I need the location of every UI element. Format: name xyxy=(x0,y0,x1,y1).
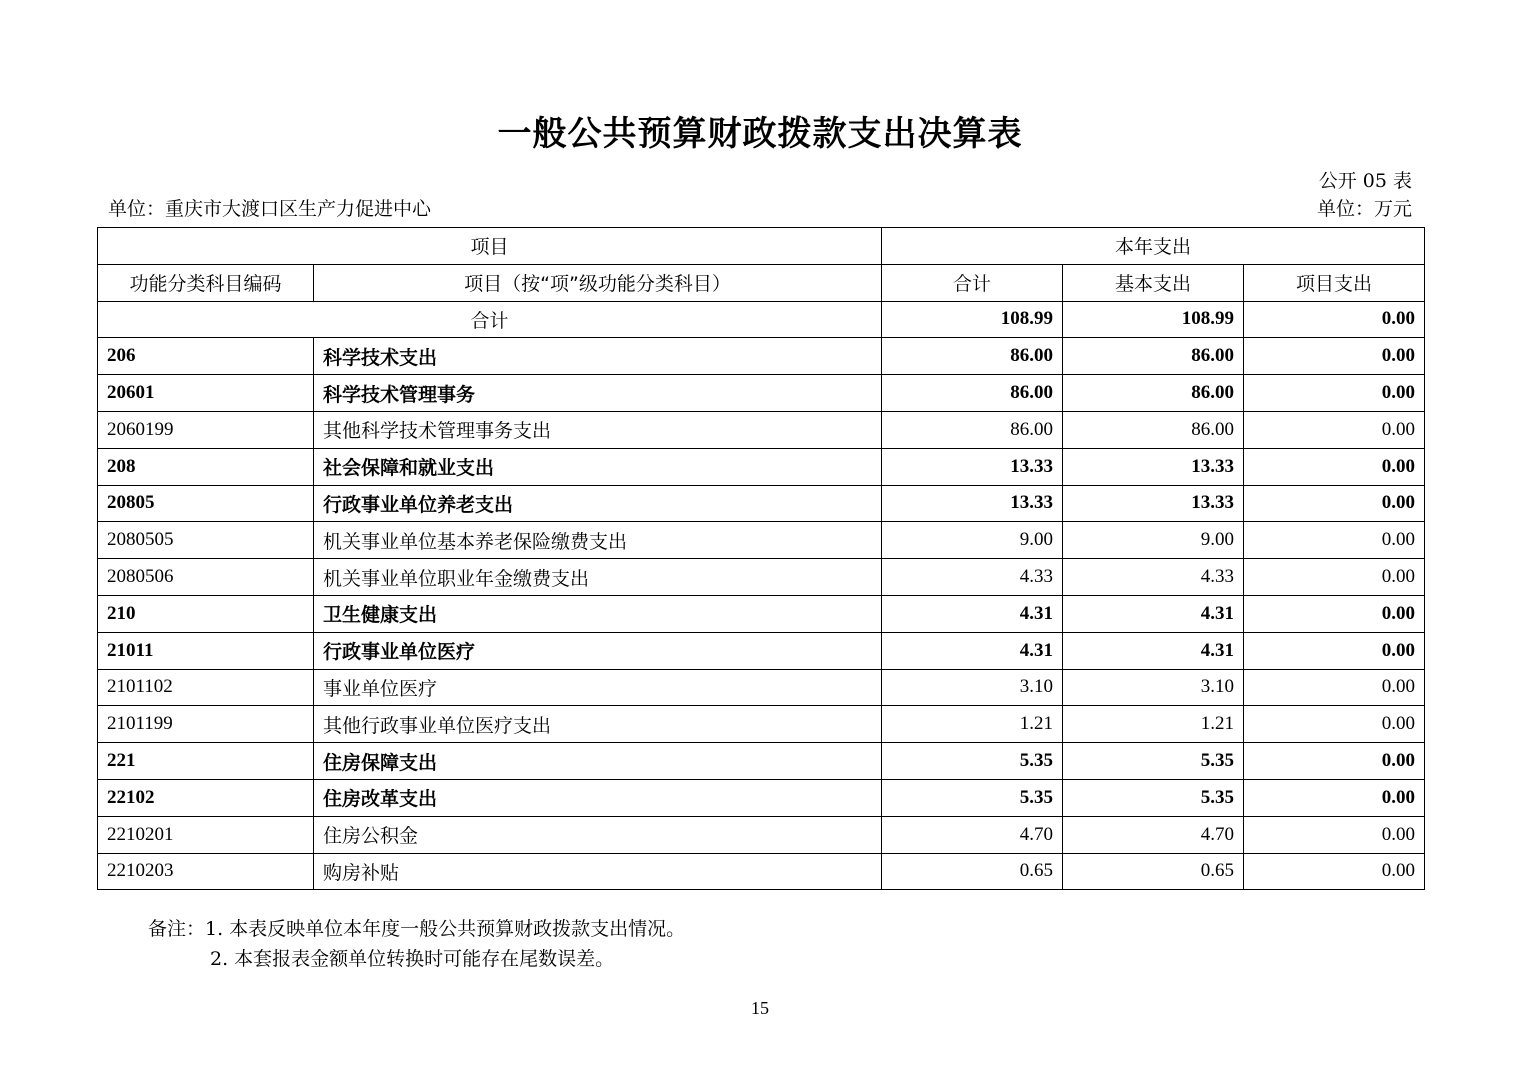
row-project: 0.00 xyxy=(1244,375,1425,412)
row-project: 0.00 xyxy=(1244,853,1425,890)
row-basic: 86.00 xyxy=(1063,375,1244,412)
row-code: 2210203 xyxy=(98,853,314,890)
row-total: 86.00 xyxy=(882,338,1063,375)
row-total: 13.33 xyxy=(882,485,1063,522)
header-row-2 xyxy=(98,264,1425,301)
row-name: 其他行政事业单位医疗支出 xyxy=(314,706,882,743)
row-name: 社会保障和就业支出 xyxy=(314,448,882,485)
row-total: 3.10 xyxy=(882,669,1063,706)
table-row xyxy=(98,632,1425,669)
table-row xyxy=(98,448,1425,485)
row-total: 0.65 xyxy=(882,853,1063,890)
table-row xyxy=(98,706,1425,743)
table-row xyxy=(98,375,1425,412)
header-row-1 xyxy=(98,228,1425,265)
expenditure-table xyxy=(97,227,1425,890)
row-project: 0.00 xyxy=(1244,559,1425,596)
header-project: 项目 xyxy=(98,228,882,265)
row-basic: 5.35 xyxy=(1063,743,1244,780)
row-project: 0.00 xyxy=(1244,669,1425,706)
header-project-expenditure: 项目支出 xyxy=(1244,264,1425,301)
row-project: 0.00 xyxy=(1244,595,1425,632)
table-row xyxy=(98,816,1425,853)
total-project: 0.00 xyxy=(1244,301,1425,338)
table-row xyxy=(98,669,1425,706)
note-line-1: 备注：1. 本表反映单位本年度一般公共预算财政拨款支出情况。 xyxy=(148,918,686,940)
currency-unit: 单位：万元 xyxy=(1316,198,1412,220)
row-total: 1.21 xyxy=(882,706,1063,743)
page-title: 一般公共预算财政拨款支出决算表 xyxy=(497,114,1023,154)
row-name: 事业单位医疗 xyxy=(314,669,882,706)
row-name: 其他科学技术管理事务支出 xyxy=(314,411,882,448)
row-code: 206 xyxy=(98,338,314,375)
row-basic: 4.70 xyxy=(1063,816,1244,853)
row-total: 4.70 xyxy=(882,816,1063,853)
row-project: 0.00 xyxy=(1244,338,1425,375)
row-name: 购房补贴 xyxy=(314,853,882,890)
row-basic: 4.33 xyxy=(1063,559,1244,596)
table-number: 公开 05 表 xyxy=(1318,170,1412,192)
row-total: 4.31 xyxy=(882,632,1063,669)
row-basic: 0.65 xyxy=(1063,853,1244,890)
row-name: 住房公积金 xyxy=(314,816,882,853)
row-total: 9.00 xyxy=(882,522,1063,559)
header-current-year: 本年支出 xyxy=(882,228,1425,265)
table-row xyxy=(98,595,1425,632)
row-code: 208 xyxy=(98,448,314,485)
table-row xyxy=(98,522,1425,559)
table-row xyxy=(98,485,1425,522)
header-item: 项目（按“项”级功能分类科目） xyxy=(314,264,882,301)
row-project: 0.00 xyxy=(1244,816,1425,853)
total-basic: 108.99 xyxy=(1063,301,1244,338)
table-row xyxy=(98,743,1425,780)
header-basic: 基本支出 xyxy=(1063,264,1244,301)
row-basic: 4.31 xyxy=(1063,595,1244,632)
row-code: 2101199 xyxy=(98,706,314,743)
table-row xyxy=(98,559,1425,596)
notes xyxy=(148,914,685,974)
organization-unit: 单位：重庆市大渡口区生产力促进中心 xyxy=(108,198,432,220)
row-project: 0.00 xyxy=(1244,411,1425,448)
table-row xyxy=(98,779,1425,816)
row-code: 2210201 xyxy=(98,816,314,853)
total-row xyxy=(98,301,1425,338)
row-code: 21011 xyxy=(98,632,314,669)
row-code: 221 xyxy=(98,743,314,780)
row-name: 科学技术支出 xyxy=(314,338,882,375)
row-total: 5.35 xyxy=(882,779,1063,816)
row-project: 0.00 xyxy=(1244,448,1425,485)
row-project: 0.00 xyxy=(1244,743,1425,780)
row-code: 2080506 xyxy=(98,559,314,596)
row-total: 4.33 xyxy=(882,559,1063,596)
row-total: 4.31 xyxy=(882,595,1063,632)
row-basic: 1.21 xyxy=(1063,706,1244,743)
row-basic: 3.10 xyxy=(1063,669,1244,706)
row-name: 科学技术管理事务 xyxy=(314,375,882,412)
row-total: 13.33 xyxy=(882,448,1063,485)
row-project: 0.00 xyxy=(1244,706,1425,743)
table-row xyxy=(98,411,1425,448)
row-project: 0.00 xyxy=(1244,522,1425,559)
row-name: 机关事业单位职业年金缴费支出 xyxy=(314,559,882,596)
row-basic: 86.00 xyxy=(1063,338,1244,375)
row-project: 0.00 xyxy=(1244,485,1425,522)
row-name: 卫生健康支出 xyxy=(314,595,882,632)
note-line-2: 2. 本套报表金额单位转换时可能存在尾数误差。 xyxy=(210,948,615,970)
row-total: 86.00 xyxy=(882,411,1063,448)
row-basic: 5.35 xyxy=(1063,779,1244,816)
row-name: 住房保障支出 xyxy=(314,743,882,780)
row-total: 86.00 xyxy=(882,375,1063,412)
row-name: 行政事业单位养老支出 xyxy=(314,485,882,522)
row-code: 210 xyxy=(98,595,314,632)
row-name: 行政事业单位医疗 xyxy=(314,632,882,669)
row-basic: 13.33 xyxy=(1063,485,1244,522)
row-code: 2060199 xyxy=(98,411,314,448)
header-code: 功能分类科目编码 xyxy=(98,264,314,301)
row-total: 5.35 xyxy=(882,743,1063,780)
header-total: 合计 xyxy=(882,264,1063,301)
row-name: 机关事业单位基本养老保险缴费支出 xyxy=(314,522,882,559)
row-project: 0.00 xyxy=(1244,779,1425,816)
row-code: 22102 xyxy=(98,779,314,816)
row-basic: 13.33 xyxy=(1063,448,1244,485)
page-number: 15 xyxy=(751,998,769,1018)
row-code: 2080505 xyxy=(98,522,314,559)
table-row xyxy=(98,338,1425,375)
table-row xyxy=(98,853,1425,890)
row-basic: 4.31 xyxy=(1063,632,1244,669)
row-basic: 9.00 xyxy=(1063,522,1244,559)
row-basic: 86.00 xyxy=(1063,411,1244,448)
total-amount: 108.99 xyxy=(882,301,1063,338)
row-code: 2101102 xyxy=(98,669,314,706)
row-code: 20805 xyxy=(98,485,314,522)
total-label: 合计 xyxy=(98,301,882,338)
row-name: 住房改革支出 xyxy=(314,779,882,816)
row-project: 0.00 xyxy=(1244,632,1425,669)
row-code: 20601 xyxy=(98,375,314,412)
